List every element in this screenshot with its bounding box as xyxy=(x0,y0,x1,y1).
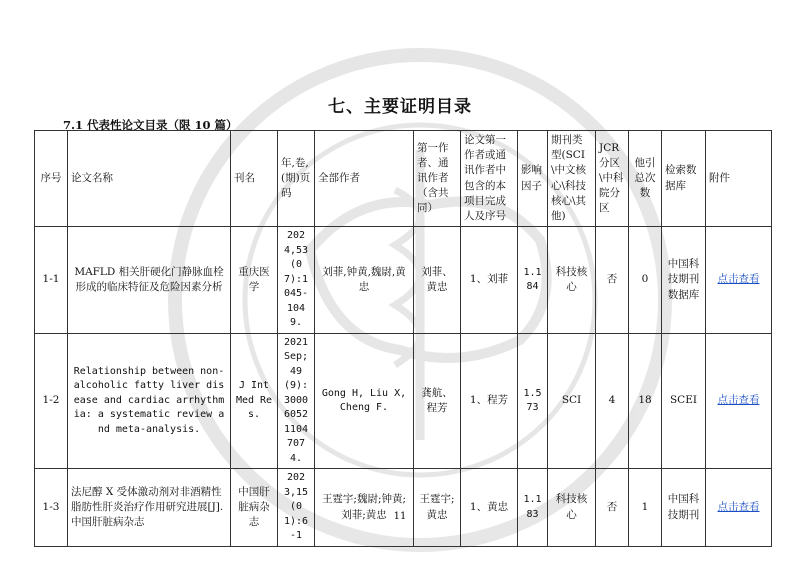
cell-member-order: 1、程芳 xyxy=(461,333,518,469)
cell-authors: 王霆宇;魏尉;钟黄;刘菲;黄忠 xyxy=(315,469,414,547)
cell-member-order: 1、刘菲 xyxy=(461,227,518,334)
cell-impact-factor: 1.183 xyxy=(518,469,548,547)
cell-journal-type: 科技核心 xyxy=(548,227,596,334)
cell-citations: 18 xyxy=(629,333,662,469)
header-year-vol-pages: 年,卷,(期)页码 xyxy=(278,131,315,227)
cell-database: 中国科技期刊数据库 xyxy=(662,227,706,334)
table-row xyxy=(35,469,772,547)
table-header-row xyxy=(35,131,772,227)
header-authors: 全部作者 xyxy=(315,131,414,227)
view-attachment-link[interactable]: 点击查看 xyxy=(717,500,760,513)
header-impact-factor: 影响因子 xyxy=(518,131,548,227)
cell-citations: 0 xyxy=(629,227,662,334)
cell-first-corresponding: 刘菲、黄忠 xyxy=(414,227,461,334)
header-jcr: JCR分区\中科院分区 xyxy=(596,131,629,227)
cell-year-vol-pages: 2021 Sep;49(9):300060521104707 4. xyxy=(278,333,315,469)
cell-title: 法尼醇 X 受体激动剂对非酒精性脂肪性肝炎治疗作用研究进展[J].中国肝脏病杂志 xyxy=(68,469,231,547)
view-attachment-link[interactable]: 点击查看 xyxy=(717,273,760,286)
header-index: 序号 xyxy=(35,131,68,227)
table-row xyxy=(35,227,772,334)
cell-first-corresponding: 王霆宇;黄忠 xyxy=(414,469,461,547)
cell-jcr: 4 xyxy=(596,333,629,469)
header-journal: 刊名 xyxy=(231,131,278,227)
table-row xyxy=(35,333,772,469)
header-citations: 他引总次数 xyxy=(629,131,662,227)
view-attachment-link[interactable]: 点击查看 xyxy=(717,394,760,407)
cell-journal: 重庆医学 xyxy=(231,227,278,334)
cell-journal: 中国肝脏病杂志 xyxy=(231,469,278,547)
cell-index: 1-1 xyxy=(35,227,68,334)
page-title: 七、主要证明目录 xyxy=(328,97,472,117)
cell-database: SCEI xyxy=(662,333,706,469)
header-database: 检索数据库 xyxy=(662,131,706,227)
attachment-cell xyxy=(706,333,772,469)
header-first-corresponding: 第一作者、通讯作者（含共同） xyxy=(414,131,461,227)
cell-impact-factor: 1.184 xyxy=(518,227,548,334)
cell-index: 1-3 xyxy=(35,469,68,547)
cell-jcr: 否 xyxy=(596,469,629,547)
cell-first-corresponding: 龚航、程芳 xyxy=(414,333,461,469)
attachment-cell xyxy=(706,469,772,547)
cell-year-vol-pages: 2023,15(01):6-1 xyxy=(278,469,315,547)
page-number: 11 xyxy=(393,511,407,522)
cell-year-vol-pages: 2024,53(07):1045-1049. xyxy=(278,227,315,334)
cell-title: Relationship between non-alcoholic fatty liver disease and cardiac arrhythmia: a systematic review and meta-analysis. xyxy=(68,333,231,469)
header-member-order: 论文第一作者或通讯作者中包含的本项目完成人及序号 xyxy=(461,131,518,227)
cell-citations: 1 xyxy=(629,469,662,547)
cell-index: 1-2 xyxy=(35,333,68,469)
header-journal-type: 期刊类型(SCI\中文核心\科技核心\其他) xyxy=(548,131,596,227)
paper-catalog-table xyxy=(34,130,772,547)
cell-authors: 刘菲,钟黄,魏尉,黄忠 xyxy=(315,227,414,334)
cell-jcr: 否 xyxy=(596,227,629,334)
cell-title: MAFLD 相关肝硬化门静脉血栓形成的临床特征及危险因素分析 xyxy=(68,227,231,334)
cell-impact-factor: 1.573 xyxy=(518,333,548,469)
header-attachment: 附件 xyxy=(706,131,772,227)
cell-journal-type: 科技核心 xyxy=(548,469,596,547)
header-title: 论文名称 xyxy=(68,131,231,227)
section-title: 7.1 代表性论文目录（限 10 篇） xyxy=(63,118,238,132)
cell-journal: J Int Med Res. xyxy=(231,333,278,469)
attachment-cell xyxy=(706,227,772,334)
cell-member-order: 1、黄忠 xyxy=(461,469,518,547)
cell-authors: Gong H, Liu X, Cheng F. xyxy=(315,333,414,469)
cell-database: 中国科技期刊 xyxy=(662,469,706,547)
cell-journal-type: SCI xyxy=(548,333,596,469)
